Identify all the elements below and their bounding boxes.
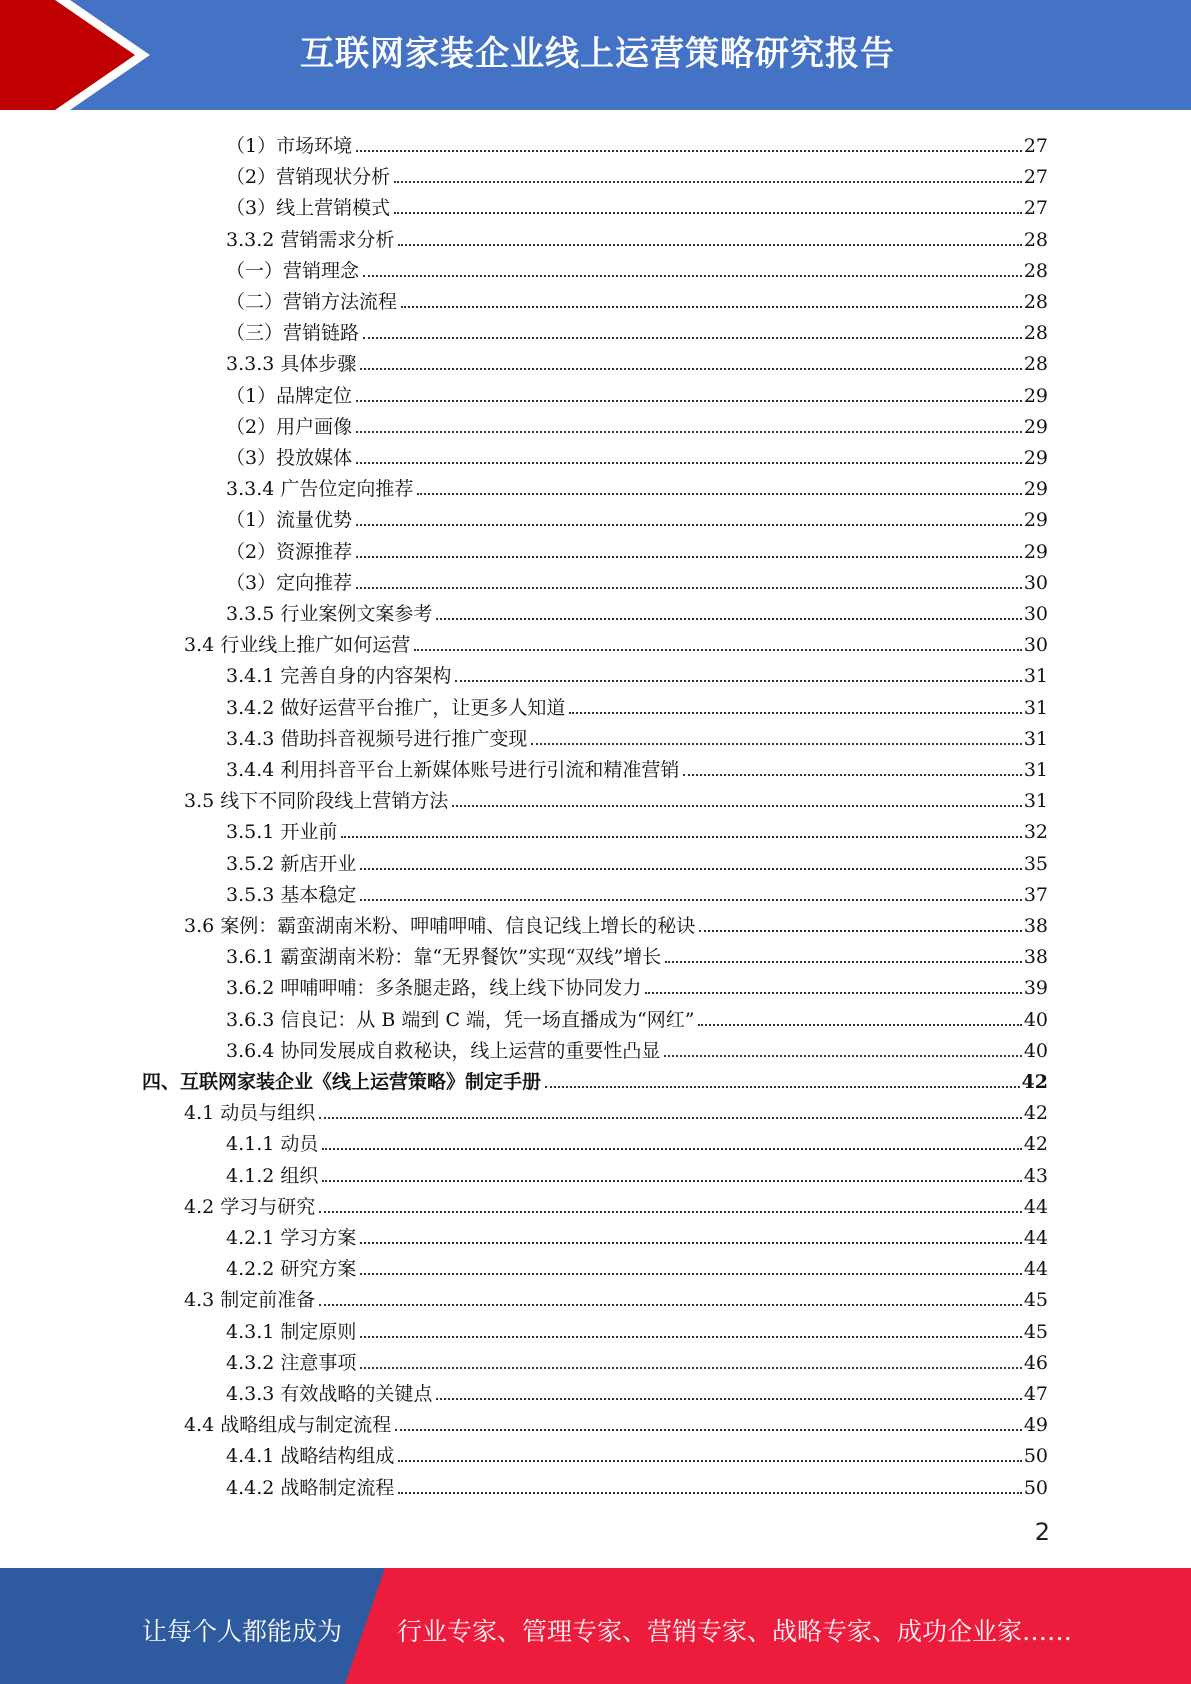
page-number: 2 — [1034, 1518, 1050, 1546]
toc-dot-leader — [360, 1367, 1021, 1369]
toc-entry-label: 3.5.1 开业前 — [226, 821, 338, 844]
toc-entry-label: 4.3.3 有效战略的关键点 — [226, 1383, 433, 1405]
toc-entry[interactable] — [226, 189, 1048, 220]
toc-entry[interactable] — [226, 1219, 1048, 1250]
toc-entry-label: 3.3.2 营销需求分析 — [226, 228, 395, 251]
toc-entry-page: 29 — [1023, 509, 1048, 532]
toc-dot-leader — [356, 587, 1022, 589]
toc-entry-label: （1）市场环境 — [226, 135, 353, 157]
toc-entry[interactable] — [226, 969, 1048, 1000]
toc-entry-page: 43 — [1023, 1164, 1048, 1187]
toc-entry[interactable] — [226, 938, 1048, 969]
toc-entry-page: 29 — [1023, 447, 1048, 469]
toc-entry-page: 50 — [1023, 1476, 1048, 1499]
toc-dot-leader — [322, 1148, 1021, 1150]
toc-entry[interactable] — [226, 1250, 1048, 1281]
toc-entry-page: 39 — [1023, 977, 1048, 1000]
toc-dot-leader — [356, 556, 1022, 558]
toc-entry[interactable] — [226, 689, 1048, 720]
toc-entry-label: 四、互联网家装企业《线上运营策略》制定手册 — [142, 1071, 542, 1093]
toc-entry-label: 3.5.3 基本稳定 — [226, 883, 357, 906]
toc-dot-leader — [322, 1180, 1021, 1182]
toc-entry-label: 4.1.2 组织 — [226, 1164, 319, 1187]
toc-dot-leader — [452, 805, 1022, 807]
toc-dot-leader — [531, 743, 1021, 745]
toc-dot-leader — [401, 306, 1022, 308]
toc-entry-page: 32 — [1023, 821, 1048, 844]
toc-dot-leader — [363, 275, 1022, 277]
toc-entry[interactable] — [184, 907, 1048, 938]
toc-entry[interactable] — [226, 252, 1048, 283]
toc-entry-label: （2）资源推荐 — [226, 540, 353, 563]
toc-entry-label: 4.4 战略组成与制定流程 — [184, 1414, 392, 1437]
footer-slogan-right: 行业专家、管理专家、营销专家、战略专家、成功企业家…… — [397, 1617, 1073, 1646]
toc-entry[interactable] — [226, 720, 1048, 751]
toc-entry-page: 35 — [1023, 852, 1048, 875]
toc-entry-page: 44 — [1023, 1258, 1048, 1281]
toc-entry[interactable] — [226, 595, 1048, 626]
toc-entry-label: 3.3.5 行业案例文案参考 — [226, 603, 433, 625]
toc-entry[interactable] — [226, 439, 1048, 470]
toc-entry[interactable] — [226, 1313, 1048, 1344]
toc-entry-label: （3）投放媒体 — [226, 447, 353, 469]
toc-dot-leader — [665, 961, 1022, 963]
toc-dot-leader — [394, 212, 1022, 214]
toc-entry-label: 3.6.3 信良记：从 B 端到 C 端，凭一场直播成为“网红” — [226, 1008, 695, 1031]
toc-dot-leader — [417, 493, 1021, 495]
toc-entry-page: 49 — [1023, 1414, 1048, 1437]
toc-entry-label: （3）线上营销模式 — [226, 197, 391, 220]
toc-entry-page: 31 — [1023, 696, 1048, 719]
toc-entry-label: （1）品牌定位 — [226, 384, 353, 407]
toc-entry[interactable] — [226, 314, 1048, 345]
toc-entry[interactable] — [226, 751, 1048, 782]
toc-dot-leader — [363, 337, 1022, 339]
page-header — [0, 0, 1191, 110]
toc-dot-leader — [356, 524, 1022, 526]
toc-entry-page: 28 — [1023, 291, 1048, 313]
toc-dot-leader — [398, 1492, 1021, 1494]
toc-entry-label: （2）用户画像 — [226, 415, 353, 438]
toc-entry-page: 38 — [1023, 915, 1048, 937]
toc-entry-page: 42 — [1023, 1133, 1048, 1156]
page-footer — [0, 1568, 1191, 1684]
toc-dot-leader — [545, 1086, 1020, 1088]
toc-entry[interactable] — [226, 1032, 1048, 1063]
toc-entry-label: 4.3.1 制定原则 — [226, 1320, 357, 1343]
toc-entry[interactable] — [226, 501, 1048, 532]
toc-entry-label: 4.4.1 战略结构组成 — [226, 1445, 395, 1468]
toc-dot-leader — [360, 868, 1021, 870]
toc-entry-label: 4.2.2 研究方案 — [226, 1258, 357, 1281]
toc-entry-label: 4.1 动员与组织 — [184, 1102, 316, 1125]
toc-dot-leader — [319, 1211, 1022, 1213]
toc-dot-leader — [414, 649, 1022, 651]
toc-dot-leader — [319, 1304, 1022, 1306]
toc-dot-leader — [360, 899, 1021, 901]
toc-entry-page: 46 — [1023, 1351, 1048, 1374]
toc-entry[interactable] — [226, 1001, 1048, 1032]
toc-entry-page: 44 — [1023, 1227, 1048, 1249]
toc-entry-page: 31 — [1023, 759, 1048, 781]
toc-entry-label: 3.4.3 借助抖音视频号进行推广变现 — [226, 727, 528, 750]
toc-entry-page: 28 — [1023, 322, 1048, 345]
toc-entry[interactable] — [226, 408, 1048, 439]
toc-entry-page: 45 — [1023, 1289, 1048, 1312]
toc-dot-leader — [398, 244, 1021, 246]
toc-entry-page: 27 — [1023, 197, 1048, 220]
toc-entry-label: 3.6.1 霸蛮湖南米粉：靠“无界餐饮”实现“双线”增长 — [226, 946, 662, 969]
toc-dot-leader — [341, 836, 1021, 838]
toc-dot-leader — [360, 1273, 1021, 1275]
toc-dot-leader — [683, 774, 1021, 776]
toc-entry-page: 29 — [1023, 478, 1048, 501]
toc-entry[interactable] — [226, 813, 1048, 844]
toc-entry[interactable] — [226, 1469, 1048, 1500]
toc-entry-label: 3.4.1 完善自身的内容架构 — [226, 665, 452, 688]
toc-entry[interactable] — [226, 533, 1048, 564]
toc-entry-label: 3.5.2 新店开业 — [226, 852, 357, 875]
toc-dot-leader — [356, 431, 1022, 433]
toc-entry-page: 29 — [1023, 384, 1048, 407]
toc-entry-page: 29 — [1023, 415, 1048, 438]
toc-dot-leader — [360, 1336, 1021, 1338]
toc-entry[interactable] — [184, 1281, 1048, 1312]
toc-dot-leader — [398, 1460, 1021, 1462]
toc-entry-page: 31 — [1023, 727, 1048, 750]
toc-entry-label: 3.3.4 广告位定向推荐 — [226, 478, 414, 501]
toc-entry[interactable] — [226, 1157, 1048, 1188]
toc-entry-label: 3.6 案例：霸蛮湖南米粉、呷哺呷哺、信良记线上增长的秘诀 — [184, 915, 696, 937]
toc-entry[interactable] — [226, 158, 1048, 189]
toc-entry[interactable] — [226, 1375, 1048, 1406]
toc-entry-label: 3.6.2 呷哺呷哺：多条腿走路，线上线下协同发力 — [226, 977, 642, 1000]
toc-dot-leader — [569, 712, 1021, 714]
toc-entry-label: （3）定向推荐 — [226, 571, 353, 594]
toc-entry-page: 44 — [1023, 1195, 1048, 1218]
footer-slogan-left: 让每个人都能成为 — [142, 1617, 343, 1646]
toc-entry[interactable] — [184, 1094, 1048, 1125]
toc-dot-leader — [394, 181, 1022, 183]
toc-dot-leader — [699, 930, 1022, 932]
document-title: 互联网家装企业线上运营策略研究报告 — [300, 34, 895, 74]
toc-entry-label: 3.4.2 做好运营平台推广，让更多人知道 — [226, 696, 566, 719]
toc-entry[interactable] — [226, 657, 1048, 688]
toc-dot-leader — [356, 150, 1022, 152]
toc-entry-page: 28 — [1023, 353, 1048, 376]
toc-entry-label: 4.3 制定前准备 — [184, 1289, 316, 1312]
toc-entry[interactable] — [142, 1063, 1048, 1094]
toc-entry[interactable] — [226, 377, 1048, 408]
toc-entry[interactable] — [226, 1125, 1048, 1156]
toc-entry[interactable] — [226, 221, 1048, 252]
toc-entry-page: 30 — [1023, 634, 1048, 657]
toc-dot-leader — [319, 1117, 1022, 1119]
toc-entry-page: 40 — [1023, 1008, 1048, 1031]
toc-entry-label: 4.4.2 战略制定流程 — [226, 1476, 395, 1499]
toc-dot-leader — [356, 462, 1022, 464]
toc-entry[interactable] — [226, 127, 1048, 158]
toc-entry[interactable] — [226, 470, 1048, 501]
toc-entry-label: （一）营销理念 — [226, 259, 360, 282]
toc-entry-label: 4.2.1 学习方案 — [226, 1227, 357, 1249]
toc-dot-leader — [664, 1055, 1021, 1057]
toc-entry-page: 37 — [1023, 883, 1048, 906]
toc-entry-label: 3.6.4 协同发展成自救秘诀，线上运营的重要性凸显 — [226, 1039, 661, 1062]
toc-entry-page: 45 — [1023, 1320, 1048, 1343]
toc-entry-label: 3.3.3 具体步骤 — [226, 353, 357, 376]
toc-entry-label: 4.2 学习与研究 — [184, 1195, 316, 1218]
toc-entry[interactable] — [226, 283, 1048, 314]
toc-entry-page: 27 — [1023, 135, 1048, 157]
toc-entry-page: 30 — [1023, 603, 1048, 625]
toc-entry[interactable] — [226, 1344, 1048, 1375]
toc-entry-page: 42 — [1021, 1071, 1048, 1093]
toc-entry[interactable] — [226, 345, 1048, 376]
toc-entry[interactable] — [226, 1437, 1048, 1468]
toc-dot-leader — [645, 992, 1021, 994]
toc-entry-label: （二）营销方法流程 — [226, 291, 398, 313]
toc-entry-page: 31 — [1023, 790, 1048, 813]
toc-entry[interactable] — [226, 564, 1048, 595]
toc-entry[interactable] — [226, 876, 1048, 907]
toc-entry-label: （1）流量优势 — [226, 509, 353, 532]
toc-entry[interactable] — [184, 626, 1048, 657]
toc-entry[interactable] — [184, 782, 1048, 813]
toc-dot-leader — [698, 1024, 1021, 1026]
toc-entry[interactable] — [184, 1188, 1048, 1219]
toc-entry-label: （2）营销现状分析 — [226, 166, 391, 189]
toc-entry-label: 4.1.1 动员 — [226, 1133, 319, 1156]
toc-entry-page: 31 — [1023, 665, 1048, 688]
toc-entry-page: 47 — [1023, 1383, 1048, 1405]
toc-dot-leader — [360, 1242, 1021, 1244]
toc-entry-page: 27 — [1023, 166, 1048, 189]
toc-entry-label: 3.4 行业线上推广如何运营 — [184, 634, 411, 657]
toc-entry-page: 50 — [1023, 1445, 1048, 1468]
toc-entry-label: 4.3.2 注意事项 — [226, 1351, 357, 1374]
toc-entry-page: 28 — [1023, 259, 1048, 282]
toc-entry-page: 29 — [1023, 540, 1048, 563]
toc-entry-page: 40 — [1023, 1039, 1048, 1062]
toc-dot-leader — [360, 368, 1021, 370]
toc-dot-leader — [395, 1429, 1022, 1431]
toc-dot-leader — [436, 1398, 1021, 1400]
toc-entry-page: 38 — [1023, 946, 1048, 969]
toc-entry-label: 3.4.4 利用抖音平台上新媒体账号进行引流和精准营销 — [226, 759, 680, 781]
toc-dot-leader — [356, 400, 1022, 402]
toc-entry[interactable] — [226, 845, 1048, 876]
toc-dot-leader — [455, 680, 1021, 682]
toc-dot-leader — [436, 618, 1021, 620]
toc-entry-page: 28 — [1023, 228, 1048, 251]
toc-entry-page: 42 — [1023, 1102, 1048, 1125]
toc-entry-label: （三）营销链路 — [226, 322, 360, 345]
toc-entry-page: 30 — [1023, 571, 1048, 594]
toc-entry[interactable] — [184, 1406, 1048, 1437]
toc-entry-label: 3.5 线下不同阶段线上营销方法 — [184, 790, 449, 813]
